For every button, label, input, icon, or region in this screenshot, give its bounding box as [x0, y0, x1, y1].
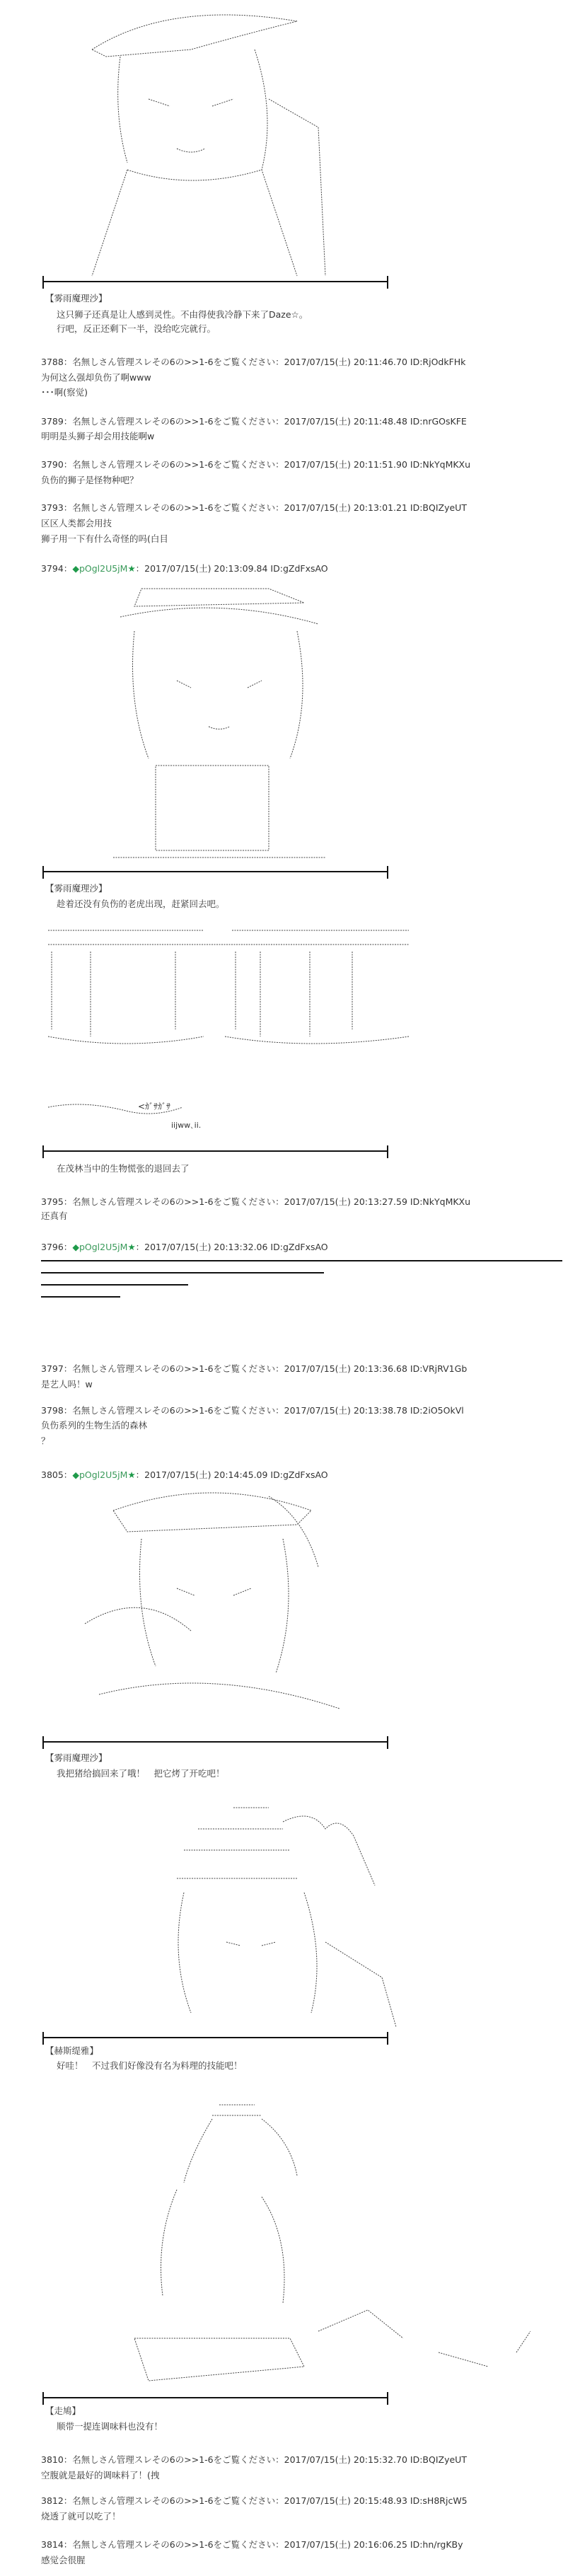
star-icon: ★	[127, 1242, 136, 1252]
panel-separator	[44, 1150, 387, 1152]
transition-bar	[41, 1284, 188, 1286]
author-post-header	[41, 562, 328, 574]
post-date-id: ：2017/07/15(土) 20:13:32.06 ID:gZdFxsAO	[135, 1242, 328, 1252]
star-icon: ★	[127, 1469, 136, 1480]
speaker-label: 【雾雨魔理沙】	[45, 293, 108, 304]
trip-code: pOgl2U5jM	[79, 1469, 128, 1480]
aa-art-forest	[41, 923, 409, 1136]
trip-diamond-icon: ◆	[72, 1242, 79, 1252]
trip-code: pOgl2U5jM	[79, 1242, 128, 1252]
post-header: 3814：名無しさん管理スレその6の>>1-6をご覧ください：2017/07/15(土) 20:16:06.25 ID:hn/rgKBy	[41, 2539, 463, 2550]
post-date-id: ：2017/07/15(土) 20:13:09.84 ID:gZdFxsAO	[135, 563, 328, 574]
transition-bar	[41, 1296, 120, 1298]
dialogue-line: 好哇！ 不过我们好像没有名为料理的技能吧！	[57, 2060, 243, 2071]
dialogue-line: 趁着还没有负伤的老虎出现，赶紧回去吧。	[57, 899, 225, 909]
post-header: 3795：名無しさん管理スレその6の>>1-6をご覧ください：2017/07/15(土) 20:13:27.59 ID:NkYqMKXu	[41, 1196, 471, 1207]
post-body-line: 负伤的狮子是怪物种吧？	[41, 475, 139, 485]
post-body-line: 空腹就是最好的调味料了！(拽	[41, 2470, 160, 2480]
post-body-line: ？	[41, 1436, 50, 1446]
post-header: 3790：名無しさん管理スレその6の>>1-6をご覧ください：2017/07/15(土) 20:11:51.90 ID:NkYqMKXu	[41, 459, 471, 470]
post-body-line: 感觉会很腥	[41, 2555, 86, 2565]
panel-separator	[44, 281, 387, 282]
sfx-rustle: <ｶﾞｻｶﾞｻ	[138, 1102, 171, 1111]
dialogue-line: 顺带一提连调味料也没有！	[57, 2421, 163, 2432]
dialogue-line: 行吧，反正还剩下一半，没给吃完就行。	[57, 323, 216, 334]
dialogue-line: 这只狮子还真是让人感到灵性。不由得使我冷静下来了Daze☆。	[57, 309, 308, 320]
aa-art-hestia	[141, 1801, 410, 2031]
trip-diamond-icon: ◆	[72, 563, 79, 574]
trip-diamond-icon: ◆	[72, 1469, 79, 1480]
post-body-line: 明明是头狮子却会用技能啊w	[41, 431, 155, 441]
post-header: 3793：名無しさん管理スレその6の>>1-6をご覧ください：2017/07/15(土) 20:13:01.21 ID:BQIZyeUT	[41, 502, 467, 513]
post-body-line: ･･･啊(察觉)	[41, 387, 88, 398]
post-body-line: 还真有	[41, 1211, 68, 1221]
post-body-line: 是艺人吗！w	[41, 1379, 93, 1390]
author-post-header	[41, 1468, 328, 1481]
speaker-label: 【雾雨魔理沙】	[45, 1752, 108, 1763]
post-body-line: 区区人类都会用技	[41, 518, 112, 529]
speaker-label: 【赫斯缇雅】	[45, 2045, 99, 2056]
post-body-line: 为何这么强却负伤了啊www	[41, 372, 151, 383]
aa-art-marisa-with-boar	[71, 1482, 368, 1737]
post-date-id: ：2017/07/15(土) 20:14:45.09 ID:gZdFxsAO	[135, 1469, 328, 1480]
post-header: 3798：名無しさん管理スレその6の>>1-6をご覧ください：2017/07/15(土) 20:13:38.78 ID:2iO5OkVl	[41, 1405, 464, 1416]
post-number: 3805：	[41, 1469, 73, 1480]
post-number: 3796：	[41, 1242, 73, 1252]
trip-code: pOgl2U5jM	[79, 563, 128, 574]
panel-separator	[44, 871, 387, 872]
post-body-line: 狮子用一下有什么奇怪的吗(白目	[41, 533, 168, 544]
post-number: 3794：	[41, 563, 73, 574]
sfx-grass: iijww､ii.	[171, 1121, 202, 1130]
aa-art-marisa-hat	[64, 7, 368, 279]
panel-separator	[44, 2397, 387, 2398]
panel-separator	[44, 1741, 387, 1743]
aa-art-marisa-front	[92, 574, 347, 868]
post-header: 3789：名無しさん管理スレその6の>>1-6をご覧ください：2017/07/15(土) 20:11:48.48 ID:nrGOsKFE	[41, 416, 467, 427]
star-icon: ★	[127, 563, 136, 574]
post-header: 3797：名無しさん管理スレその6の>>1-6をご覧ください：2017/07/15(土) 20:13:36.68 ID:VRjRV1Gb	[41, 1363, 468, 1374]
post-body-line: 负伤系列的生物生活的森林	[41, 1420, 148, 1431]
panel-separator	[44, 2037, 387, 2038]
author-post-header	[41, 1240, 328, 1253]
transition-bar	[41, 1272, 324, 1273]
post-body-line: 烧透了就可以吃了！	[41, 2511, 121, 2522]
post-header: 3812：名無しさん管理スレその6の>>1-6をご覧ください：2017/07/15(土) 20:15:48.93 ID:sH8RjcW5	[41, 2495, 468, 2506]
speaker-label: 【走鳩】	[45, 2405, 81, 2416]
speaker-label: 【雾雨魔理沙】	[45, 883, 108, 894]
dialogue-line: 我把猪给搞回来了哦！ 把它烤了开吃吧！	[57, 1768, 225, 1779]
transition-bar	[41, 1260, 562, 1261]
post-header: 3788：名無しさん管理スレその6の>>1-6をご覧ください：2017/07/15(土) 20:11:46.70 ID:RjOdkFHk	[41, 357, 466, 367]
aa-art-zoukyuu-sitting	[134, 2098, 530, 2395]
narration-line: 在茂林当中的生物慌张的退回去了	[57, 1163, 190, 1174]
post-header: 3810：名無しさん管理スレその6の>>1-6をご覧ください：2017/07/15(土) 20:15:32.70 ID:BQIZyeUT	[41, 2454, 467, 2465]
